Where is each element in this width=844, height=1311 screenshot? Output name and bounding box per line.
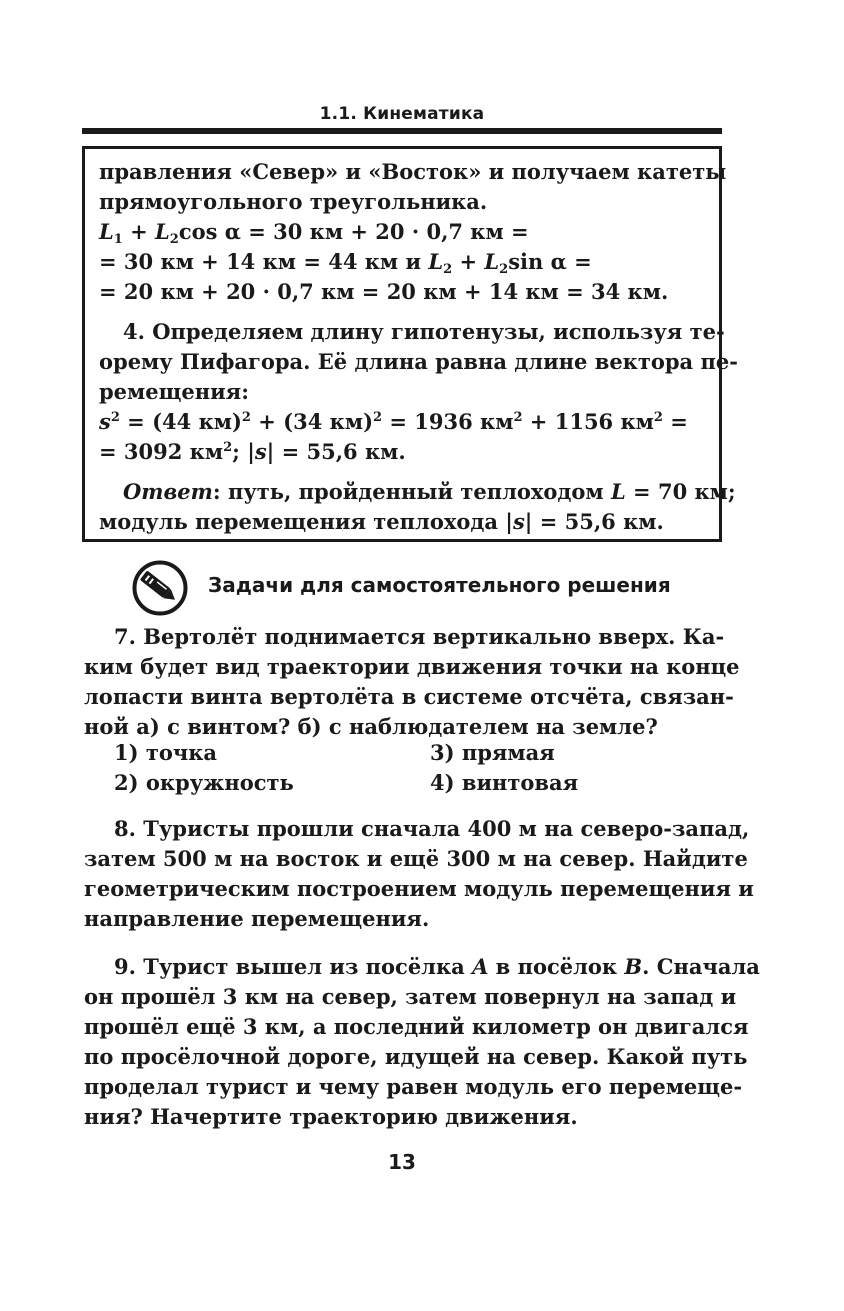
step4-line-2: орему Пифагора. Её длина равна длине вектора пе- <box>99 349 738 374</box>
step4-line-1: 4. Определяем длину гипотенузы, используя те- <box>123 319 725 344</box>
task9-line-6: ния? Начертите траекторию движения. <box>84 1104 578 1129</box>
task7-line-1: 7. Вертолёт поднимается вертикально вверх. Ка- <box>114 624 725 649</box>
task7-option-3: 3) прямая <box>430 740 555 765</box>
displacement-equation-2: = 3092 $км^2$; |s| = 55,6 км. <box>99 439 406 464</box>
task7-line-4: ной а) с винтом? б) с наблюдателем на земле? <box>84 714 658 739</box>
page-number: 13 <box>388 1150 416 1174</box>
box-line-2: прямоугольного треугольника. <box>99 189 488 214</box>
task7-option-1: 1) точка <box>114 740 218 765</box>
task7-line-2: ким будет вид траектории движения точки на конце <box>84 654 740 679</box>
running-header: 1.1. Кинематика <box>319 104 485 124</box>
answer-line-2: модуль перемещения теплохода |s| = 55,6 км. <box>99 509 664 534</box>
task9-line-5: проделал турист и чему равен модуль его перемеще- <box>84 1074 743 1099</box>
task9-line-2: он прошёл 3 км на север, затем повернул на запад и <box>84 984 737 1009</box>
task8-line-3: геометрическим построением модуль перемещения и <box>84 876 754 901</box>
task7-option-2: 2) окружность <box>114 770 294 795</box>
task8-line-2: затем 500 м на восток и ещё 300 м на север. Найдите <box>84 846 748 871</box>
solution-box <box>82 146 738 542</box>
section-title: Задачи для самостоятельного решения <box>208 573 671 597</box>
task8-line-1: 8. Туристы прошли сначала 400 м на северо-запад, <box>114 816 750 841</box>
task9-line-3: прошёл ещё 3 км, а последний километр он двигался <box>84 1014 749 1039</box>
answer-line-1: Ответ: путь, пройденный теплоходом L = 70 км; <box>123 479 736 504</box>
equation-3: = 20 км + 20 · 0,7 км = 20 км + 14 км = 34 км. <box>99 279 669 304</box>
equation-2: = 30 км + 14 км = 44 км и $L_2 + L_2\sin$ α = <box>99 249 592 277</box>
pencil-in-circle-icon <box>132 560 188 616</box>
task7-line-3: лопасти винта вертолёта в системе отсчёта, связан- <box>84 684 734 709</box>
displacement-equation-1: $s^2 = (44$ км)$^2$ + (34 км)$^2$ = 1936 $км^2 + 1156$ $км^2$ = <box>99 409 688 434</box>
task9-line-1: 9. Турист вышел из посёлка A в посёлок B. Сначала <box>114 954 760 979</box>
step4-line-3: ремещения: <box>99 379 249 404</box>
header-rule <box>82 128 722 134</box>
box-line-1: правления «Север» и «Восток» и получаем катеты <box>99 159 727 184</box>
answer-label: Ответ <box>123 479 213 504</box>
task9-line-4: по просёлочной дороге, идущей на север. Какой путь <box>84 1044 748 1069</box>
task8-line-4: направление перемещения. <box>84 906 430 931</box>
equation-1: $L_1 + L_2\cos$ α = 30 км + 20 · 0,7 км = <box>99 219 529 247</box>
task7-option-4: 4) винтовая <box>430 770 579 795</box>
